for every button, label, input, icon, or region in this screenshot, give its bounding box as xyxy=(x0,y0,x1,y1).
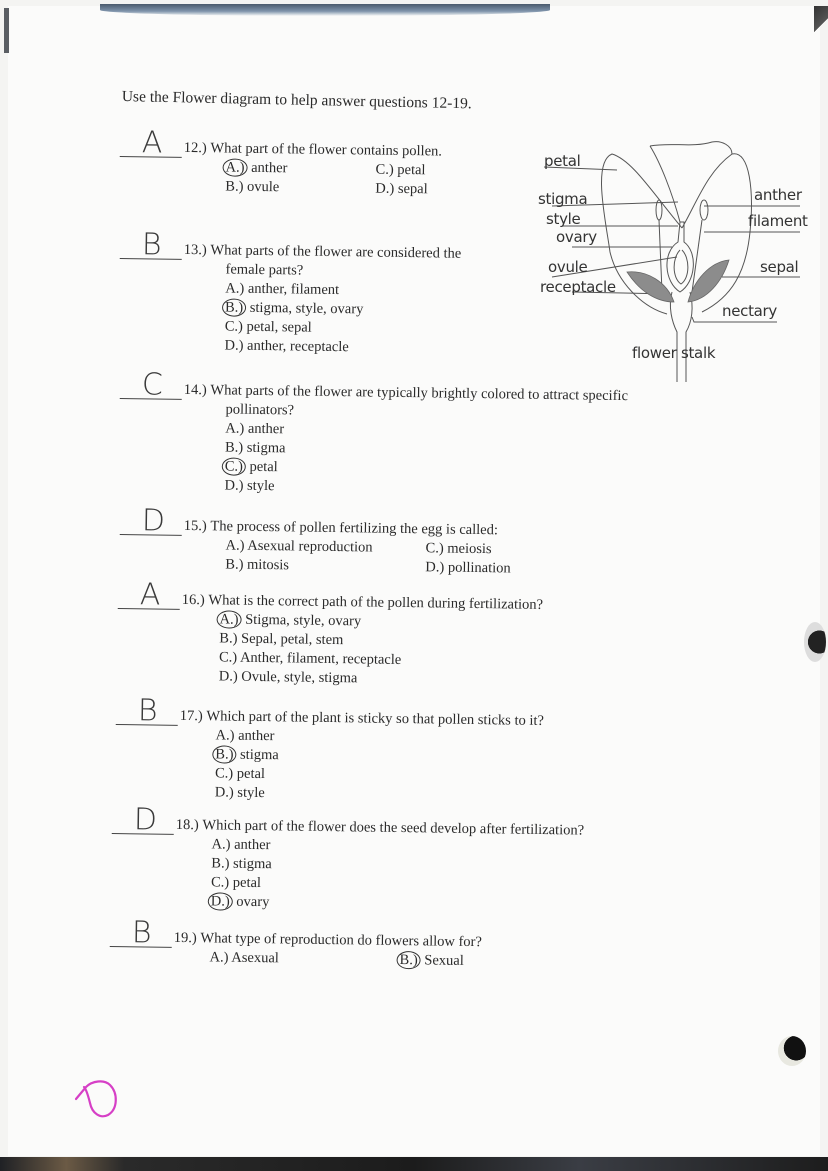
option-d[interactable]: D.) sepal xyxy=(375,180,428,198)
option-a[interactable]: A.) anther xyxy=(215,727,275,745)
options xyxy=(211,835,584,916)
option-b[interactable]: B.) stigma xyxy=(211,855,272,873)
option-d[interactable]: D.) style xyxy=(214,784,265,802)
answer-blank[interactable] xyxy=(120,227,182,263)
option-c[interactable]: C.) petal xyxy=(214,765,266,783)
handwritten-answer: B xyxy=(137,693,158,729)
question-19 xyxy=(109,915,549,972)
option-a[interactable]: A.) anther xyxy=(225,158,375,179)
question-number: 15.) xyxy=(183,517,207,535)
label-ovary: ovary xyxy=(556,228,597,246)
page-edge-shadow-bottom xyxy=(0,1157,828,1171)
options xyxy=(225,536,575,579)
question-14 xyxy=(118,367,629,501)
question-text: What parts of the flower are typically brightly colored to attract specific xyxy=(210,382,629,405)
options xyxy=(219,610,543,691)
option-a[interactable]: A.) Asexual xyxy=(209,949,279,967)
question-text-cont: pollinators? xyxy=(225,401,295,419)
answer-blank[interactable] xyxy=(120,125,182,161)
question-12 xyxy=(119,125,526,201)
option-a[interactable]: A.) anther xyxy=(211,836,271,854)
question-13 xyxy=(118,227,462,359)
option-d[interactable]: D.) Ovule, style, stigma xyxy=(218,668,358,687)
label-filament: filament xyxy=(748,212,808,230)
label-stigma: stigma xyxy=(538,190,588,208)
page-edge-shadow-top xyxy=(100,4,550,16)
option-c[interactable]: C.) Anther, filament, receptacle xyxy=(218,649,402,668)
question-text: What part of the flower contains pollen. xyxy=(210,140,443,160)
answer-blank[interactable] xyxy=(120,367,182,403)
option-a[interactable]: A.) anther, filament xyxy=(225,280,340,299)
option-c[interactable]: C.) meiosis xyxy=(425,540,492,558)
label-sepal: sepal xyxy=(760,258,799,276)
instructions: Use the Flower diagram to help answer questions 12-19. xyxy=(121,88,472,113)
binder-hole-icon xyxy=(778,1036,806,1066)
handwritten-answer: B xyxy=(131,915,152,951)
question-text: Which part of the flower does the seed develop after fertilization? xyxy=(202,817,585,839)
option-d[interactable]: D.) pollination xyxy=(425,559,511,577)
answer-blank[interactable] xyxy=(110,915,172,951)
label-ovule: ovule xyxy=(548,258,588,276)
page-edge-shadow-left xyxy=(4,8,9,53)
option-c[interactable]: C.) petal xyxy=(375,161,426,179)
option-a[interactable]: A.) Stigma, style, ovary xyxy=(219,610,542,634)
option-c[interactable]: C.) petal, sepal xyxy=(224,318,312,336)
option-b[interactable]: B.) stigma xyxy=(215,745,543,769)
grade-score-mark xyxy=(72,1075,128,1128)
handwritten-answer: C xyxy=(141,367,164,403)
option-b[interactable]: B.) mitosis xyxy=(225,556,290,574)
flower-diagram xyxy=(532,132,822,382)
option-a[interactable]: A.) anther xyxy=(225,420,285,438)
question-15 xyxy=(119,503,576,579)
label-nectary: nectary xyxy=(722,302,777,320)
question-number: 19.) xyxy=(173,929,197,947)
question-text: What parts of the flower are considered the xyxy=(210,242,462,262)
question-text: The process of pollen fertilizing the egg is called: xyxy=(210,518,499,539)
option-b[interactable]: B.) stigma, style, ovary xyxy=(225,298,461,320)
option-b[interactable]: B.) ovule xyxy=(225,178,280,196)
handwritten-answer: A xyxy=(141,125,163,161)
handwritten-answer: B xyxy=(141,227,162,263)
options xyxy=(224,400,627,501)
question-text: What type of reproduction do flowers allow for? xyxy=(200,930,482,951)
options xyxy=(224,260,461,358)
handwritten-answer: A xyxy=(139,577,161,613)
option-b[interactable]: B.) Sexual xyxy=(399,951,549,972)
answer-blank[interactable] xyxy=(112,802,174,838)
question-number: 17.) xyxy=(179,707,203,725)
handwritten-zero-icon xyxy=(72,1075,128,1123)
options xyxy=(225,158,526,200)
options xyxy=(215,726,544,807)
answer-blank[interactable] xyxy=(116,693,178,729)
binder-hole-icon xyxy=(804,622,826,662)
question-number: 14.) xyxy=(183,381,207,399)
label-receptacle: receptacle xyxy=(540,278,616,296)
label-anther: anther xyxy=(754,186,802,204)
question-text-cont: female parts? xyxy=(225,261,304,279)
option-d[interactable]: D.) style xyxy=(224,477,275,495)
option-b[interactable]: B.) stigma xyxy=(224,439,286,457)
question-18 xyxy=(111,802,585,917)
question-text: What is the correct path of the pollen during fertilization? xyxy=(208,592,544,613)
question-number: 16.) xyxy=(181,591,205,609)
option-c[interactable]: C.) petal xyxy=(210,874,262,892)
label-petal: petal xyxy=(544,152,581,170)
question-text: Which part of the plant is sticky so that pollen sticks to it? xyxy=(206,708,545,729)
option-a[interactable]: A.) Asexual reproduction xyxy=(225,537,373,556)
option-b[interactable]: B.) Sepal, petal, stem xyxy=(219,630,344,649)
label-flower-stalk: flower stalk xyxy=(632,344,716,362)
answer-blank[interactable] xyxy=(120,503,182,539)
handwritten-answer: D xyxy=(141,503,166,539)
question-number: 12.) xyxy=(183,139,207,157)
question-number: 13.) xyxy=(183,241,207,259)
option-d[interactable]: D.) ovary xyxy=(211,892,583,916)
page-edge-corner xyxy=(814,6,828,36)
label-style: style xyxy=(546,210,581,228)
handwritten-answer: D xyxy=(133,802,158,838)
answer-blank[interactable] xyxy=(118,577,180,613)
option-c[interactable]: C.) petal xyxy=(225,457,627,482)
question-17 xyxy=(115,693,545,807)
question-number: 18.) xyxy=(175,816,199,834)
option-d[interactable]: D.) anther, receptacle xyxy=(224,337,349,356)
question-16 xyxy=(117,577,544,691)
